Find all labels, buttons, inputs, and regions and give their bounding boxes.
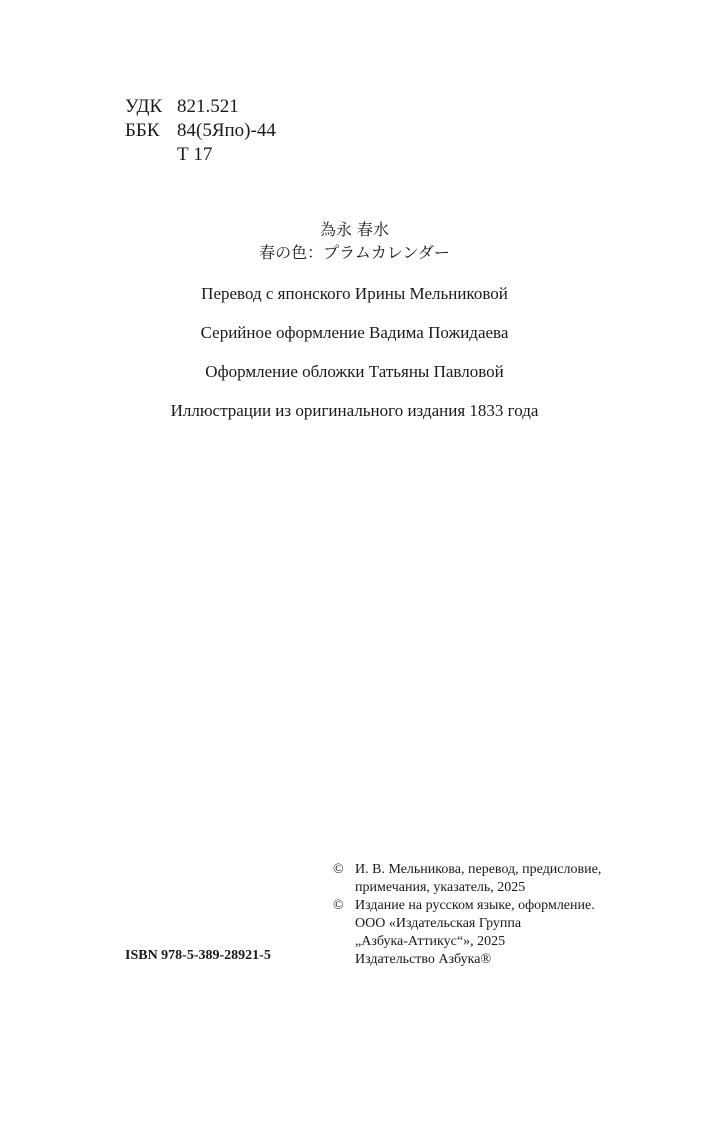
copyright-line: И. В. Мельникова, перевод, предисловие,	[355, 862, 602, 877]
copyright-entry-translation	[333, 861, 601, 897]
copyright-entry-edition	[333, 897, 601, 969]
copyright-symbol: ©	[333, 862, 344, 877]
original-author: 為永 春水	[319, 220, 390, 239]
author-mark: Т 17	[177, 144, 213, 165]
isbn: ISBN 978-5-389-28921-5	[125, 948, 271, 963]
illustrations-credit: Иллюстрации из оригинального издания 1833 года	[170, 401, 539, 420]
original-title: 春の色：プラムカレンダー	[259, 243, 450, 262]
copyright-line: Издательство Азбука®	[355, 952, 492, 967]
copyright-block	[333, 861, 601, 969]
bbk-label: ББК	[125, 120, 160, 141]
copyright-line: ООО «Издательская Группа	[355, 916, 522, 931]
copyright-line: Издание на русском языке, оформление.	[355, 898, 595, 913]
copyright-line: „Азбука-Аттикус“», 2025	[355, 934, 506, 949]
udk-row	[125, 95, 276, 119]
copyright-symbol: ©	[333, 898, 344, 913]
bbk-row	[125, 119, 276, 143]
classification-block	[125, 95, 276, 167]
bbk-value: 84(5Япо)-44	[177, 120, 276, 141]
series-design-credit: Серийное оформление Вадима Пожидаева	[200, 323, 509, 342]
copyright-line: примечания, указатель, 2025	[355, 880, 526, 895]
translation-credit: Перевод с японского Ирины Мельниковой	[201, 284, 508, 303]
cover-design-credit: Оформление обложки Татьяны Павловой	[205, 362, 504, 381]
udk-label: УДК	[125, 96, 163, 117]
original-title-block	[0, 218, 709, 264]
udk-value: 821.521	[177, 96, 239, 117]
